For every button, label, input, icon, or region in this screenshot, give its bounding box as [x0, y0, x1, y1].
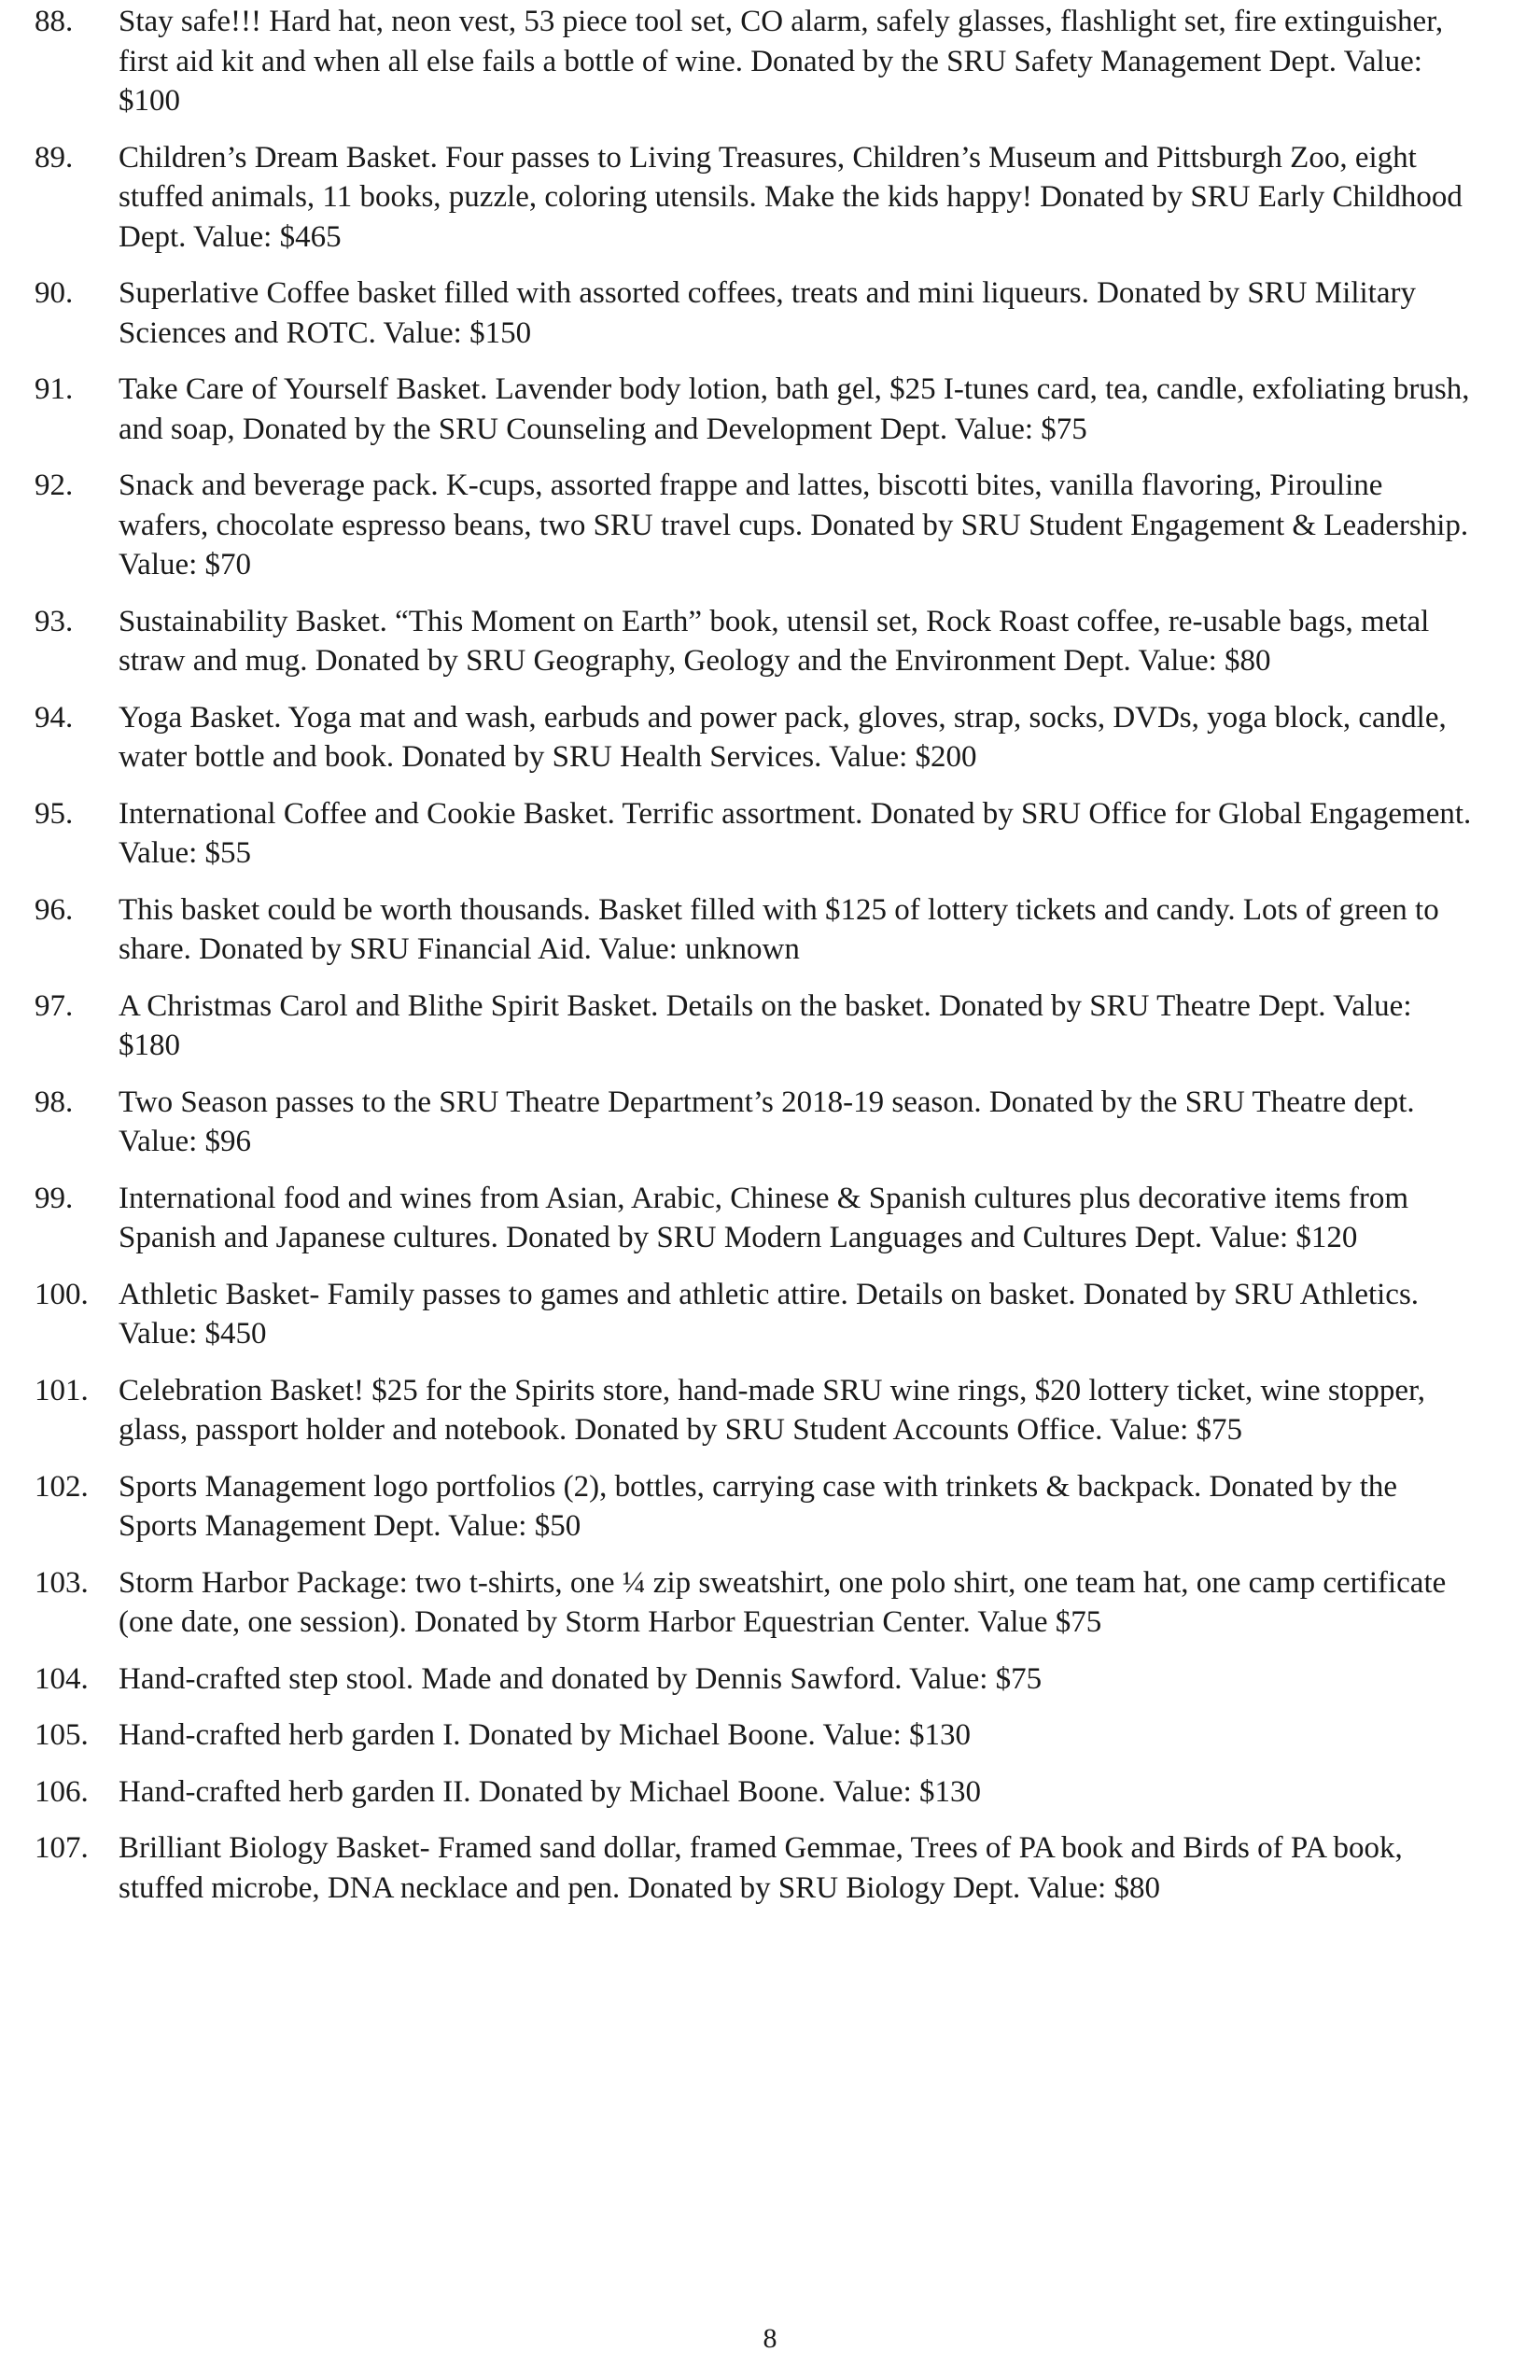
- list-item: [35, 138, 1472, 258]
- item-text: Brilliant Biology Basket- Framed sand dollar, framed Gemmae, Trees of PA book and Birds of PA book, stuffed microbe, DNA necklace and pen. Donated by SRU Biology Dept. Value: $80: [119, 1831, 1403, 1905]
- item-text: Athletic Basket- Family passes to games and athletic attire. Details on basket. Donated by SRU Athletics. Value: $450: [119, 1277, 1420, 1351]
- item-text: Sports Management logo portfolios (2), bottles, carrying case with trinkets & backpack. Donated by the Sports Management Dept. Value: $50: [119, 1469, 1398, 1543]
- item-number: 107.: [35, 1831, 89, 1865]
- list-item: [35, 890, 1472, 970]
- item-text: Take Care of Yourself Basket. Lavender body lotion, bath gel, $25 I-tunes card, tea, candle, exfoliating brush, and soap, Donated by the SRU Counseling and Development Dept. Value: $75: [119, 372, 1470, 446]
- item-number: 103.: [35, 1565, 89, 1600]
- item-text: Storm Harbor Package: two t-shirts, one ¼ zip sweatshirt, one polo shirt, one team hat, one camp certificate (one date, one session). Donated by Storm Harbor Equestrian Center. Value $75: [119, 1565, 1447, 1639]
- list-item: [35, 602, 1472, 681]
- item-text: International food and wines from Asian, Arabic, Chinese & Spanish cultures plus decorative items from Spanish and Japanese cultures. Donated by SRU Modern Languages and Cultures Dept. Value: $120: [119, 1181, 1409, 1254]
- item-text: This basket could be worth thousands. Basket filled with $125 of lottery tickets and candy. Lots of green to share. Donated by SRU Financial Aid. Value: unknown: [119, 892, 1439, 966]
- list-item: [35, 794, 1472, 874]
- item-number: 100.: [35, 1277, 89, 1311]
- item-number: 96.: [35, 892, 74, 927]
- list-item: [35, 370, 1472, 449]
- list-item: [35, 273, 1472, 353]
- list-item: [35, 1371, 1472, 1450]
- item-number: 102.: [35, 1469, 89, 1504]
- item-text: A Christmas Carol and Blithe Spirit Basket. Details on the basket. Donated by SRU Theatre Dept. Value: $180: [119, 988, 1412, 1062]
- item-number: 101.: [35, 1373, 89, 1407]
- list-item: [35, 1179, 1472, 1258]
- list-item: [35, 987, 1472, 1066]
- item-number: 92.: [35, 469, 74, 502]
- item-text: Stay safe!!! Hard hat, neon vest, 53 piece tool set, CO alarm, safely glasses, flashlight set, fire extinguisher, first aid kit and when all else fails a bottle of wine. Donated by the SRU Safety Management Dept. Value: $100: [119, 5, 1444, 118]
- item-text: Children’s Dream Basket. Four passes to Living Treasures, Children’s Museum and Pittsburgh Zoo, eight stuffed animals, 11 books, puzzle, coloring utensils. Make the kids happy! Donated by SRU Early Childhood Dept. Value: $465: [119, 140, 1463, 254]
- list-item: [35, 1828, 1472, 1908]
- item-text: Hand-crafted herb garden I. Donated by Michael Boone. Value: $130: [119, 1718, 971, 1752]
- item-number: 95.: [35, 796, 74, 831]
- page-number: 8: [763, 2323, 777, 2354]
- item-number: 99.: [35, 1181, 74, 1215]
- auction-item-list: [35, 2, 1472, 1925]
- item-number: 97.: [35, 988, 74, 1023]
- item-text: Hand-crafted step stool. Made and donated by Dennis Sawford. Value: $75: [119, 1661, 1043, 1696]
- list-item: [35, 466, 1472, 585]
- item-text: Hand-crafted herb garden II. Donated by Michael Boone. Value: $130: [119, 1774, 981, 1809]
- item-number: 88.: [35, 5, 74, 38]
- list-item: [35, 1275, 1472, 1354]
- list-item: [35, 1467, 1472, 1547]
- item-number: 94.: [35, 700, 74, 735]
- list-item: [35, 698, 1472, 777]
- item-text: Yoga Basket. Yoga mat and wash, earbuds and power pack, gloves, strap, socks, DVDs, yoga block, candle, water bottle and book. Donated by SRU Health Services. Value: $200: [119, 700, 1447, 774]
- item-number: 89.: [35, 140, 74, 175]
- item-text: Two Season passes to the SRU Theatre Department’s 2018-19 season. Donated by the SRU Theatre dept. Value: $96: [119, 1085, 1415, 1158]
- item-text: Sustainability Basket. “This Moment on Earth” book, utensil set, Rock Roast coffee, re-usable bags, metal straw and mug. Donated by SRU Geography, Geology and the Environment Dept. Value: $80: [119, 604, 1430, 678]
- item-number: 105.: [35, 1718, 89, 1752]
- item-number: 98.: [35, 1085, 74, 1119]
- item-text: International Coffee and Cookie Basket. Terrific assortment. Donated by SRU Office for Global Engagement. Value: $55: [119, 796, 1472, 870]
- item-number: 90.: [35, 276, 74, 310]
- item-number: 93.: [35, 604, 74, 638]
- list-item: [35, 1659, 1472, 1700]
- item-number: 106.: [35, 1774, 89, 1809]
- item-number: 104.: [35, 1661, 89, 1696]
- item-text: Celebration Basket! $25 for the Spirits store, hand-made SRU wine rings, $20 lottery ticket, wine stopper, glass, passport holder and notebook. Donated by SRU Student Accounts Office. Value: $75: [119, 1373, 1425, 1447]
- item-text: Superlative Coffee basket filled with assorted coffees, treats and mini liqueurs. Donated by SRU Military Sciences and ROTC. Value: $150: [119, 276, 1416, 350]
- item-text: Snack and beverage pack. K-cups, assorted frappe and lattes, biscotti bites, vanilla flavoring, Pirouline wafers, chocolate espresso beans, two SRU travel cups. Donated by SRU Student Engagement & Leadership. Value: $70: [119, 469, 1469, 581]
- list-item: [35, 1715, 1472, 1756]
- list-item: [35, 1083, 1472, 1162]
- list-item: [35, 1563, 1472, 1643]
- list-item: [35, 2, 1472, 121]
- item-number: 91.: [35, 372, 74, 406]
- list-item: [35, 1772, 1472, 1813]
